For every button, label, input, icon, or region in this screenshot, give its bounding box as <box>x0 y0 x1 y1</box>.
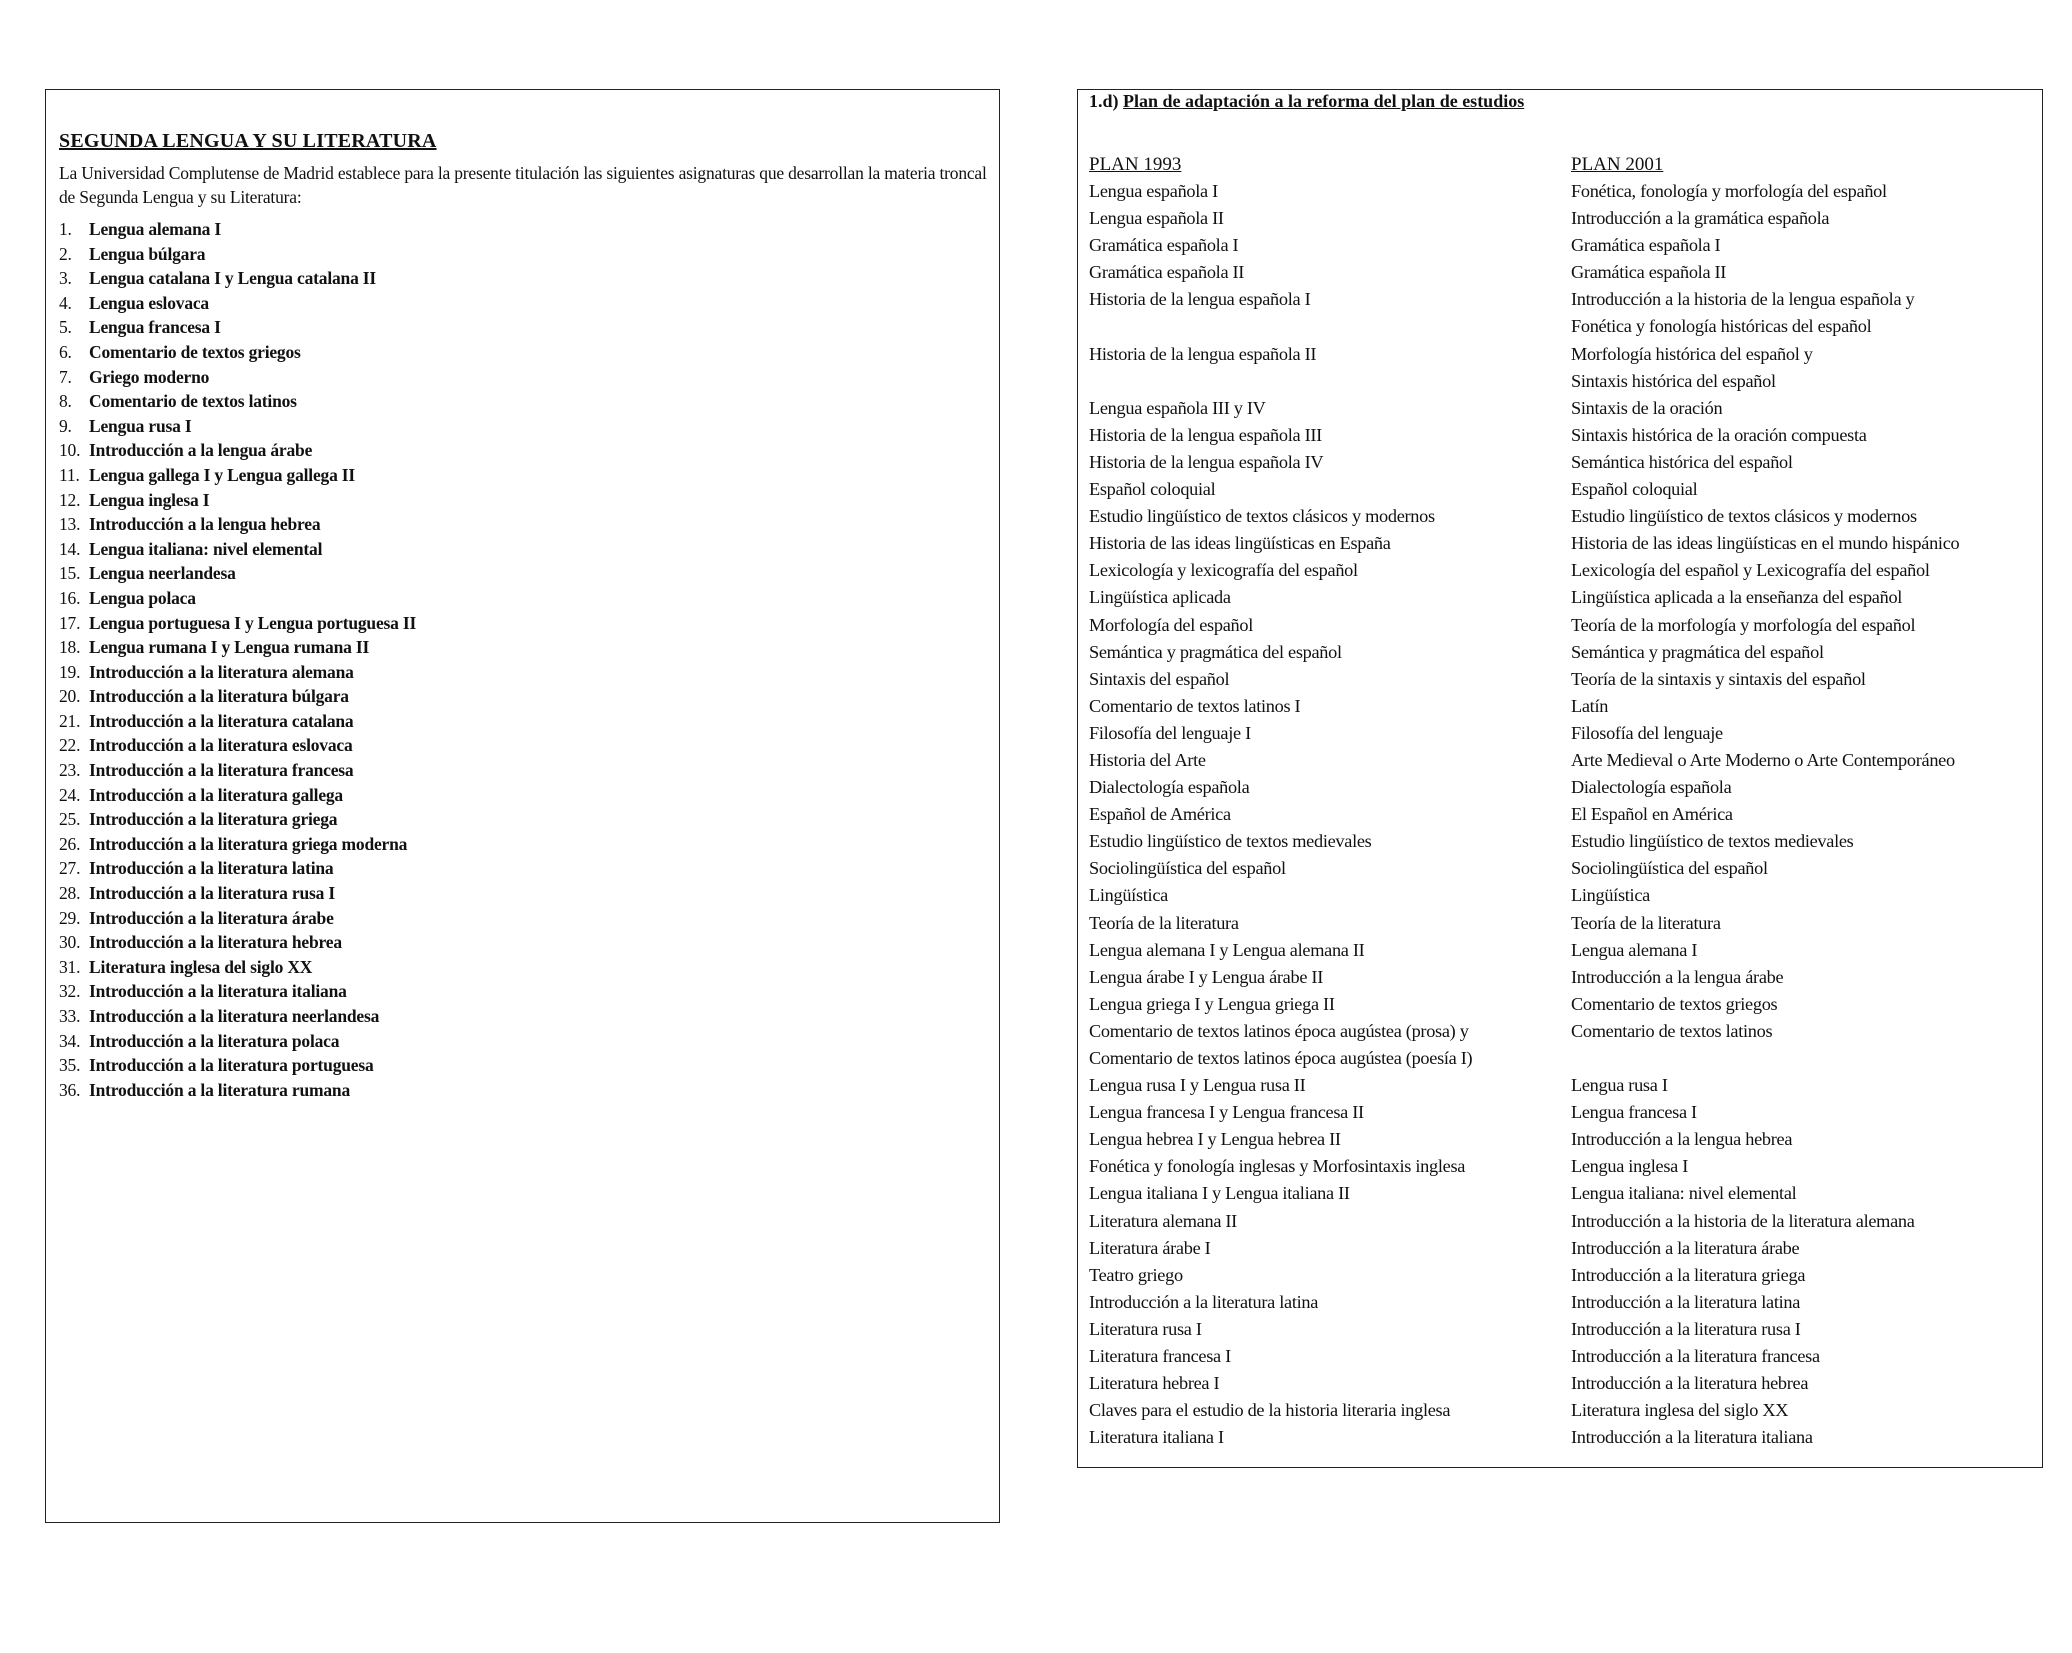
plan-2001-row: Lengua francesa I <box>1571 1102 1697 1123</box>
list-item-text: Introducción a la literatura italiana <box>89 981 347 1002</box>
list-item-number: 10. <box>59 440 81 461</box>
list-item <box>59 807 416 832</box>
list-item-number: 2. <box>59 243 72 264</box>
plan-1993-row: Introducción a la literatura latina <box>1089 1291 1319 1312</box>
list-item-text: Lengua francesa I <box>89 317 221 338</box>
plan-2001-row: Dialectología española <box>1571 777 1732 798</box>
plan-2001-row: Estudio lingüístico de textos clásicos y modernos <box>1571 506 1917 527</box>
list-item <box>59 1053 416 1078</box>
list-item-number: 13. <box>59 514 81 535</box>
plan-2001-row: Lengua rusa I <box>1571 1075 1668 1096</box>
plan-2001-row: Teoría de la sintaxis y sintaxis del español <box>1571 668 1866 689</box>
plan-1993-row: Historia de la lengua española III <box>1089 424 1322 445</box>
plan-2001-row: Introducción a la historia de la literatura alemana <box>1571 1210 1915 1231</box>
plan-1993-row: Lexicología y lexicografía del español <box>1089 560 1358 581</box>
list-item <box>59 463 416 488</box>
plan-1993-row: Filosofía del lenguaje I <box>1089 722 1251 743</box>
list-item <box>59 488 416 513</box>
plan-2001-row: Historia de las ideas lingüísticas en el mundo hispánico <box>1571 533 1960 554</box>
plan-2001-row: Fonética y fonología históricas del español <box>1571 316 1872 337</box>
list-item-number: 1. <box>59 219 72 239</box>
plan-1993-row: Literatura italiana I <box>1089 1427 1224 1448</box>
list-item <box>59 856 416 881</box>
list-item-number: 11. <box>59 464 80 485</box>
list-item-number: 7. <box>59 366 72 387</box>
list-item-number: 33. <box>59 1006 81 1026</box>
list-item <box>59 709 416 734</box>
list-item <box>59 340 416 365</box>
plan-1993-row: Gramática española I <box>1089 235 1239 256</box>
list-item <box>59 1004 416 1029</box>
plan-2001-row: Sintaxis histórica de la oración compuesta <box>1571 424 1867 445</box>
plan-2001-row: Teoría de la morfología y morfología del español <box>1571 614 1916 635</box>
list-item <box>59 783 416 808</box>
list-item <box>59 955 416 980</box>
plan-2001-row: Introducción a la literatura rusa I <box>1571 1318 1801 1339</box>
plan-1993-row: Semántica y pragmática del español <box>1089 641 1342 662</box>
plan-1993-row: Lengua española I <box>1089 181 1218 201</box>
plan-2001-row: Introducción a la literatura árabe <box>1571 1237 1800 1258</box>
list-item-number: 16. <box>59 587 81 608</box>
list-item-number: 12. <box>59 489 81 510</box>
list-item-text: Lengua portuguesa I y Lengua portuguesa II <box>89 612 417 633</box>
list-item-number: 18. <box>59 637 81 658</box>
list-item <box>59 758 416 783</box>
plan-2001-row: Arte Medieval o Arte Moderno o Arte Contemporáneo <box>1571 749 1955 770</box>
plan-1993-row: Lengua española II <box>1089 208 1224 229</box>
list-item <box>59 414 416 439</box>
plan-1993-row: Comentario de textos latinos época augústea (prosa) y <box>1089 1020 1469 1041</box>
plan-1993-row: Historia de la lengua española I <box>1089 289 1311 310</box>
list-item-number: 17. <box>59 612 81 633</box>
plan-1993-row: Lengua árabe I y Lengua árabe II <box>1089 966 1324 987</box>
list-item-number: 19. <box>59 661 81 682</box>
list-item-number: 34. <box>59 1030 81 1051</box>
plan-1993-row: Español coloquial <box>1089 479 1216 500</box>
list-item <box>59 979 416 1004</box>
plan-2001-row: Sociolingüística del español <box>1571 858 1768 879</box>
plan-2001-row: Sintaxis de la oración <box>1571 397 1723 418</box>
list-item <box>59 217 416 242</box>
list-item-text: Lengua inglesa I <box>89 489 210 510</box>
plan-1993-row: Literatura hebrea I <box>1089 1373 1220 1394</box>
section-intro: La Universidad Complutense de Madrid establece para la presente titulación las siguientes asignaturas que desarrollan la materia troncal de Segunda Lengua y su Literatura: <box>59 163 987 207</box>
list-item-text: Lengua gallega I y Lengua gallega II <box>89 464 356 485</box>
plan-title-text: Plan de adaptación a la reforma del plan de estudios <box>1123 91 1525 111</box>
plan-2001-row: Lingüística <box>1571 885 1650 906</box>
plan-1993-row: Claves para el estudio de la historia literaria inglesa <box>1089 1400 1451 1421</box>
list-item-text: Introducción a la lengua hebrea <box>89 514 321 535</box>
plan-1993-row: Literatura alemana II <box>1089 1210 1237 1231</box>
plan-adaptacion-panel <box>1077 89 2043 1468</box>
list-item <box>59 1029 416 1054</box>
list-item-text: Literatura inglesa del siglo XX <box>89 956 313 977</box>
list-item <box>59 315 416 340</box>
plan-2001-row: Estudio lingüístico de textos medievales <box>1571 831 1854 852</box>
plan-1993-row: Sintaxis del español <box>1089 668 1230 689</box>
plan-1993-row: Estudio lingüístico de textos clásicos y modernos <box>1089 506 1435 527</box>
list-item-text: Lengua italiana: nivel elemental <box>89 538 323 559</box>
list-item-number: 6. <box>59 341 72 362</box>
list-item-text: Introducción a la literatura griega <box>89 809 338 830</box>
plan-1993-row: Lengua griega I y Lengua griega II <box>1089 993 1335 1014</box>
plan-2001-row: Introducción a la lengua hebrea <box>1571 1129 1793 1150</box>
plan-1993-row: Lengua rusa I y Lengua rusa II <box>1089 1075 1306 1096</box>
list-item <box>59 881 416 906</box>
list-item-text: Comentario de textos griegos <box>89 341 301 362</box>
plan-1993-row: Comentario de textos latinos I <box>1089 695 1301 716</box>
list-item-number: 30. <box>59 932 81 953</box>
plan-2001-row <box>1571 1045 2041 1072</box>
plan-1993-row: Historia de la lengua española II <box>1089 343 1317 364</box>
plan-1993-row: Morfología del español <box>1089 614 1253 635</box>
plan-2001-row: Español coloquial <box>1571 479 1698 500</box>
list-item <box>59 438 416 463</box>
list-item-text: Lengua búlgara <box>89 243 206 264</box>
list-item-text: Introducción a la literatura portuguesa <box>89 1055 374 1076</box>
list-item-text: Introducción a la literatura polaca <box>89 1030 340 1051</box>
plan-1993-row <box>1089 313 1569 340</box>
plan-1993-row: Lingüística <box>1089 885 1168 906</box>
list-item-text: Introducción a la lengua árabe <box>89 440 313 461</box>
plan-2001-row: Introducción a la literatura italiana <box>1571 1427 1813 1448</box>
plan-2001-row: Filosofía del lenguaje <box>1571 722 1723 743</box>
plan-2001-row: Lengua inglesa I <box>1571 1156 1689 1177</box>
list-item-text: Introducción a la literatura árabe <box>89 907 334 928</box>
plan-2001-row: Semántica histórica del español <box>1571 451 1793 472</box>
plan-1993-row: Literatura árabe I <box>1089 1237 1211 1258</box>
list-item-number: 28. <box>59 883 81 904</box>
list-item <box>59 537 416 562</box>
list-item <box>59 586 416 611</box>
plan-1993-row: Teatro griego <box>1089 1264 1183 1285</box>
list-item <box>59 389 416 414</box>
list-item-number: 9. <box>59 415 72 436</box>
plan-2001-row: Introducción a la historia de la lengua española y <box>1571 289 1915 310</box>
list-item <box>59 635 416 660</box>
plan-1993-row: Dialectología española <box>1089 777 1250 798</box>
plan-1993-row: Teoría de la literatura <box>1089 912 1239 933</box>
plan-1993-row: Estudio lingüístico de textos medievales <box>1089 831 1372 852</box>
plan-2001-row: Introducción a la lengua árabe <box>1571 966 1784 987</box>
list-item-number: 4. <box>59 292 72 313</box>
plan-2001-heading: PLAN 2001 <box>1571 154 1664 175</box>
list-item-number: 29. <box>59 907 81 928</box>
list-item-text: Introducción a la literatura alemana <box>89 661 354 682</box>
plan-1993-row: Lengua francesa I y Lengua francesa II <box>1089 1102 1364 1123</box>
plan-2001-row: Lingüística aplicada a la enseñanza del español <box>1571 587 1903 608</box>
list-item <box>59 660 416 685</box>
list-item-text: Introducción a la literatura eslovaca <box>89 735 353 756</box>
list-item-text: Lengua catalana I y Lengua catalana II <box>89 268 377 289</box>
plan-1993-row: Lengua hebrea I y Lengua hebrea II <box>1089 1129 1341 1150</box>
list-item-text: Introducción a la literatura francesa <box>89 760 354 781</box>
list-item-number: 5. <box>59 317 72 338</box>
plan-2001-row: Introducción a la literatura hebrea <box>1571 1373 1809 1394</box>
list-item-number: 15. <box>59 563 81 584</box>
list-item <box>59 266 416 291</box>
plan-2001-row: Comentario de textos griegos <box>1571 993 1778 1014</box>
list-item-text: Introducción a la literatura catalana <box>89 710 354 731</box>
plan-1993-row: Lengua alemana I y Lengua alemana II <box>1089 939 1365 960</box>
plan-2001-row: Latín <box>1571 695 1609 716</box>
plan-1993-row: Gramática española II <box>1089 262 1245 283</box>
list-item <box>59 242 416 267</box>
section-title: SEGUNDA LENGUA Y SU LITERATURA <box>59 130 437 152</box>
plan-1993-rows <box>1089 178 1569 1451</box>
plan-2001-row: Semántica y pragmática del español <box>1571 641 1824 662</box>
list-item-number: 24. <box>59 784 81 805</box>
list-item <box>59 561 416 586</box>
plan-1993-row: Literatura francesa I <box>1089 1346 1231 1367</box>
plan-1993-row: Lingüística aplicada <box>1089 587 1231 608</box>
plan-1993-row <box>1089 368 1569 395</box>
plan-1993-row: Historia de las ideas lingüísticas en España <box>1089 533 1391 554</box>
list-item <box>59 906 416 931</box>
list-item-number: 3. <box>59 268 72 289</box>
plan-2001-row: Lexicología del español y Lexicografía del español <box>1571 560 1930 581</box>
list-item-text: Introducción a la literatura latina <box>89 858 334 879</box>
list-item-number: 32. <box>59 981 81 1002</box>
list-item <box>59 832 416 857</box>
list-item-number: 8. <box>59 391 72 412</box>
list-item-text: Griego moderno <box>89 366 210 387</box>
plan-2001-row: Fonética, fonología y morfología del español <box>1571 181 1887 201</box>
plan-1993-row: Lengua española III y IV <box>1089 397 1266 418</box>
list-item <box>59 733 416 758</box>
list-item-text: Introducción a la literatura neerlandesa <box>89 1006 380 1026</box>
plan-title <box>1089 91 1524 112</box>
list-item <box>59 611 416 636</box>
plan-1993-row: Fonética y fonología inglesas y Morfosintaxis inglesa <box>1089 1156 1466 1177</box>
list-item-text: Introducción a la literatura gallega <box>89 784 343 805</box>
plan-2001-row: Gramática española I <box>1571 235 1721 256</box>
list-item-number: 27. <box>59 858 81 879</box>
list-item-number: 14. <box>59 538 81 559</box>
plan-2001-row: Introducción a la gramática española <box>1571 208 1830 229</box>
plan-2001-row: Introducción a la literatura latina <box>1571 1291 1801 1312</box>
list-item <box>59 512 416 537</box>
plan-1993-heading: PLAN 1993 <box>1089 154 1182 175</box>
plan-2001-row: Introducción a la literatura francesa <box>1571 1346 1820 1367</box>
list-item-text: Comentario de textos latinos <box>89 391 297 412</box>
plan-title-number: 1.d) <box>1089 91 1119 111</box>
plan-1993-row: Historia del Arte <box>1089 749 1206 770</box>
list-item-number: 25. <box>59 809 81 830</box>
plan-1993-row: Comentario de textos latinos época augústea (poesía I) <box>1089 1048 1473 1068</box>
subject-list <box>59 217 416 1102</box>
list-item <box>59 1078 416 1103</box>
list-item <box>59 291 416 316</box>
list-item-number: 26. <box>59 833 81 854</box>
plan-2001-rows <box>1571 178 2041 1451</box>
list-item-text: Introducción a la literatura rusa I <box>89 883 335 904</box>
segunda-lengua-panel <box>45 89 1000 1523</box>
list-item-text: Lengua rusa I <box>89 415 192 436</box>
plan-2001-row: Sintaxis histórica del español <box>1571 370 1776 391</box>
list-item-number: 22. <box>59 735 81 756</box>
plan-2001-row: El Español en América <box>1571 804 1733 825</box>
list-item-text: Lengua eslovaca <box>89 292 209 313</box>
list-item-text: Lengua polaca <box>89 587 196 608</box>
plan-2001-row: Lengua alemana I <box>1571 939 1698 960</box>
list-item <box>59 930 416 955</box>
plan-1993-row: Literatura rusa I <box>1089 1318 1202 1339</box>
plan-2001-row: Teoría de la literatura <box>1571 912 1721 933</box>
plan-2001-column <box>1571 151 2041 1451</box>
list-item-text: Lengua neerlandesa <box>89 563 236 584</box>
plan-2001-row: Morfología histórica del español y <box>1571 343 1813 364</box>
list-item-text: Lengua rumana I y Lengua rumana II <box>89 637 370 658</box>
list-item-number: 36. <box>59 1079 81 1100</box>
list-item-number: 23. <box>59 760 81 781</box>
list-item-text: Introducción a la literatura hebrea <box>89 932 342 953</box>
plan-1993-row: Español de América <box>1089 804 1231 825</box>
list-item <box>59 365 416 390</box>
plan-1993-column <box>1089 151 1569 1451</box>
plan-2001-row: Literatura inglesa del siglo XX <box>1571 1400 1789 1421</box>
list-item-number: 35. <box>59 1055 81 1076</box>
plan-1993-row: Lengua italiana I y Lengua italiana II <box>1089 1183 1350 1204</box>
list-item <box>59 684 416 709</box>
list-item-number: 21. <box>59 710 81 731</box>
plan-1993-row: Historia de la lengua española IV <box>1089 451 1324 472</box>
list-item-text: Introducción a la literatura rumana <box>89 1079 351 1100</box>
plan-1993-row: Sociolingüística del español <box>1089 858 1286 879</box>
list-item-number: 31. <box>59 956 81 977</box>
list-item-text: Introducción a la literatura búlgara <box>89 686 349 707</box>
plan-2001-row: Introducción a la literatura griega <box>1571 1264 1806 1285</box>
list-item-number: 20. <box>59 686 81 707</box>
list-item-text: Lengua alemana I <box>89 219 221 239</box>
plan-2001-row: Lengua italiana: nivel elemental <box>1571 1183 1797 1204</box>
plan-2001-row: Gramática española II <box>1571 262 1727 283</box>
list-item-text: Introducción a la literatura griega moderna <box>89 833 408 854</box>
plan-2001-row: Comentario de textos latinos <box>1571 1020 1773 1041</box>
